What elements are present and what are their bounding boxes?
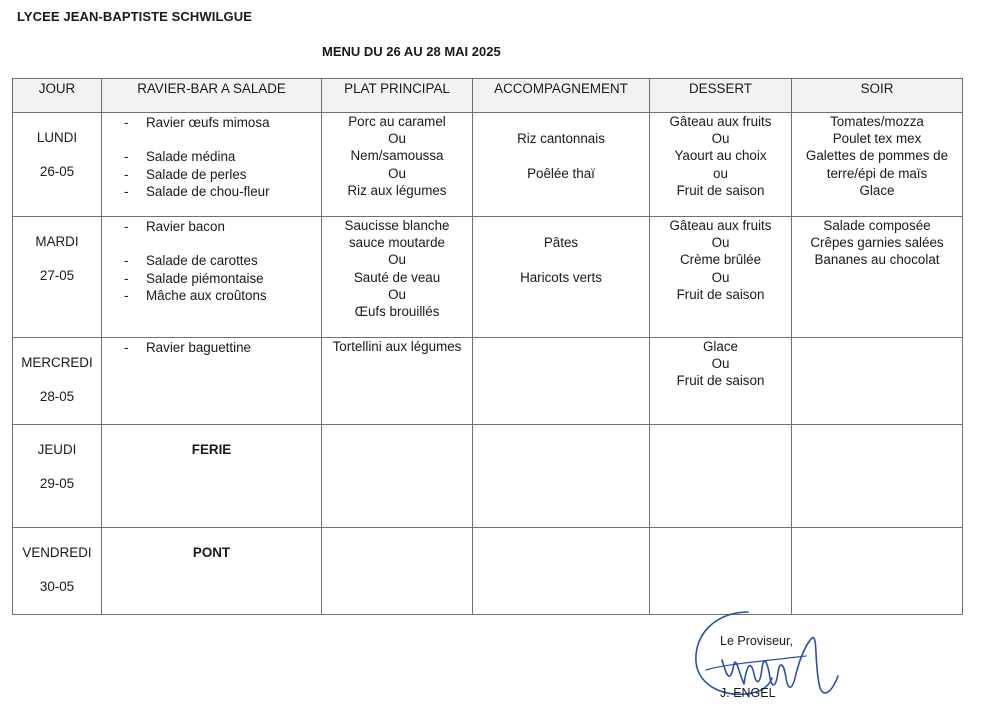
- menu-item: ou: [713, 165, 728, 181]
- evening-cell: [792, 113, 963, 217]
- day-date: 28-05: [39, 389, 75, 405]
- table-row: [13, 217, 963, 338]
- dessert-cell: [650, 528, 792, 615]
- day-name: JEUDI: [37, 442, 77, 457]
- evening-cell: [792, 528, 963, 615]
- day-name: LUNDI: [36, 130, 78, 145]
- menu-item: Riz cantonnais: [517, 131, 605, 147]
- menu-item: Ou: [388, 131, 406, 147]
- menu-item: Ou: [711, 356, 730, 372]
- day-cell: [13, 217, 102, 338]
- column-header-salad-bar: RAVIER-BAR A SALADE: [102, 79, 322, 113]
- day-date: 29-05: [39, 476, 75, 492]
- signatory-name: J. ENGEL: [720, 686, 776, 700]
- evening-cell: [792, 217, 963, 338]
- dessert-cell: [650, 425, 792, 528]
- salad-cell: [102, 425, 322, 528]
- side-cell: [473, 338, 650, 425]
- side-cell: [473, 528, 650, 615]
- main-dish-cell: [322, 338, 473, 425]
- main-dish-cell: [322, 113, 473, 217]
- day-name: MERCREDI: [21, 355, 93, 370]
- menu-item: Ou: [388, 165, 406, 181]
- evening-cell: [792, 338, 963, 425]
- menu-item: Gâteau aux fruits: [669, 218, 772, 233]
- menu-item: Crème brûlée: [679, 252, 762, 268]
- menu-item: - Mâche aux croûtons: [124, 287, 321, 304]
- dessert-cell: [650, 113, 792, 217]
- menu-item: - Ravier bacon: [124, 218, 321, 235]
- menu-item: Nem/samoussa: [350, 148, 444, 164]
- salad-cell: [102, 528, 322, 615]
- menu-item: Ou: [711, 131, 730, 147]
- menu-item: Bananes au chocolat: [814, 252, 940, 268]
- menu-item: Gâteau aux fruits: [669, 114, 772, 129]
- side-cell: [473, 425, 650, 528]
- menu-item: - Salade de perles: [124, 166, 321, 183]
- column-header-main-dish: PLAT PRINCIPAL: [322, 79, 473, 113]
- day-date: 26-05: [39, 164, 75, 180]
- menu-item: Poêlée thaï: [527, 165, 595, 181]
- menu-item: Ou: [388, 252, 406, 268]
- table-row: [13, 338, 963, 425]
- menu-item: Fruit de saison: [676, 373, 765, 389]
- menu-item: - Ravier œufs mimosa: [124, 114, 321, 131]
- table-row: [13, 113, 963, 217]
- day-name: MARDI: [35, 234, 79, 249]
- spacer: [473, 147, 649, 164]
- menu-item: sauce moutarde: [348, 235, 446, 251]
- salad-cell: [102, 113, 322, 217]
- menu-item: Salade composée: [823, 218, 931, 233]
- dessert-cell: [650, 217, 792, 338]
- spacer: [124, 235, 321, 252]
- day-cell: [13, 338, 102, 425]
- signatory-title: Le Proviseur,: [720, 634, 793, 648]
- menu-item: Galettes de pommes de: [805, 148, 949, 164]
- menu-item: Œufs brouillés: [354, 303, 440, 319]
- menu-title: MENU DU 26 AU 28 MAI 2025: [322, 44, 501, 59]
- spacer: [124, 131, 321, 148]
- menu-item: Ou: [388, 286, 406, 302]
- side-cell: [473, 113, 650, 217]
- menu-item: terre/épi de maïs: [826, 165, 928, 181]
- dessert-cell: [650, 338, 792, 425]
- day-date: 27-05: [39, 268, 75, 284]
- day-cell: [13, 528, 102, 615]
- column-header-dessert: DESSERT: [650, 79, 792, 113]
- menu-item: Sauté de veau: [353, 269, 441, 285]
- menu-item: Ou: [711, 269, 730, 285]
- spacer: [473, 251, 649, 268]
- column-header-evening: SOIR: [792, 79, 963, 113]
- main-dish-cell: [322, 528, 473, 615]
- header-row: [13, 79, 963, 113]
- menu-item: Tomates/mozza: [830, 114, 924, 129]
- spacer: [473, 113, 649, 130]
- spacer: [473, 217, 649, 234]
- menu-item: - Salade piémontaise: [124, 270, 321, 287]
- menu-item: Riz aux légumes: [347, 182, 447, 198]
- menu-item: Porc au caramel: [348, 114, 446, 129]
- day-name: VENDREDI: [22, 545, 92, 560]
- menu-item: - Salade de chou-fleur: [124, 183, 321, 200]
- menu-item: Ou: [711, 235, 730, 251]
- menu-item: Saucisse blanche: [344, 218, 450, 233]
- day-cell: [13, 425, 102, 528]
- menu-item: Glace: [859, 182, 895, 198]
- salad-cell: [102, 338, 322, 425]
- table-row: [13, 425, 963, 528]
- column-header-jour: JOUR: [13, 79, 102, 113]
- menu-item: Yaourt au choix: [674, 148, 767, 164]
- holiday-label: FERIE: [191, 442, 232, 457]
- side-cell: [473, 217, 650, 338]
- menu-item: Tortellini aux légumes: [332, 339, 462, 354]
- menu-table: [12, 78, 963, 615]
- column-header-side: ACCOMPAGNEMENT: [473, 79, 650, 113]
- menu-item: Fruit de saison: [676, 286, 765, 302]
- menu-item: Haricots verts: [520, 269, 602, 285]
- day-cell: [13, 113, 102, 217]
- day-date: 30-05: [39, 579, 75, 595]
- menu-item: - Ravier baguettine: [124, 339, 321, 356]
- menu-item: - Salade de carottes: [124, 252, 321, 269]
- main-dish-cell: [322, 217, 473, 338]
- main-dish-cell: [322, 425, 473, 528]
- menu-item: Glace: [703, 339, 738, 354]
- menu-item: Poulet tex mex: [832, 131, 922, 147]
- evening-cell: [792, 425, 963, 528]
- holiday-label: PONT: [192, 545, 231, 560]
- menu-item: - Salade médina: [124, 148, 321, 165]
- school-name: LYCEE JEAN-BAPTISTE SCHWILGUE: [17, 9, 253, 24]
- salad-cell: [102, 217, 322, 338]
- table-row: [13, 528, 963, 615]
- menu-item: Pâtes: [543, 235, 579, 251]
- menu-item: Crêpes garnies salées: [810, 235, 944, 251]
- menu-item: Fruit de saison: [676, 182, 765, 198]
